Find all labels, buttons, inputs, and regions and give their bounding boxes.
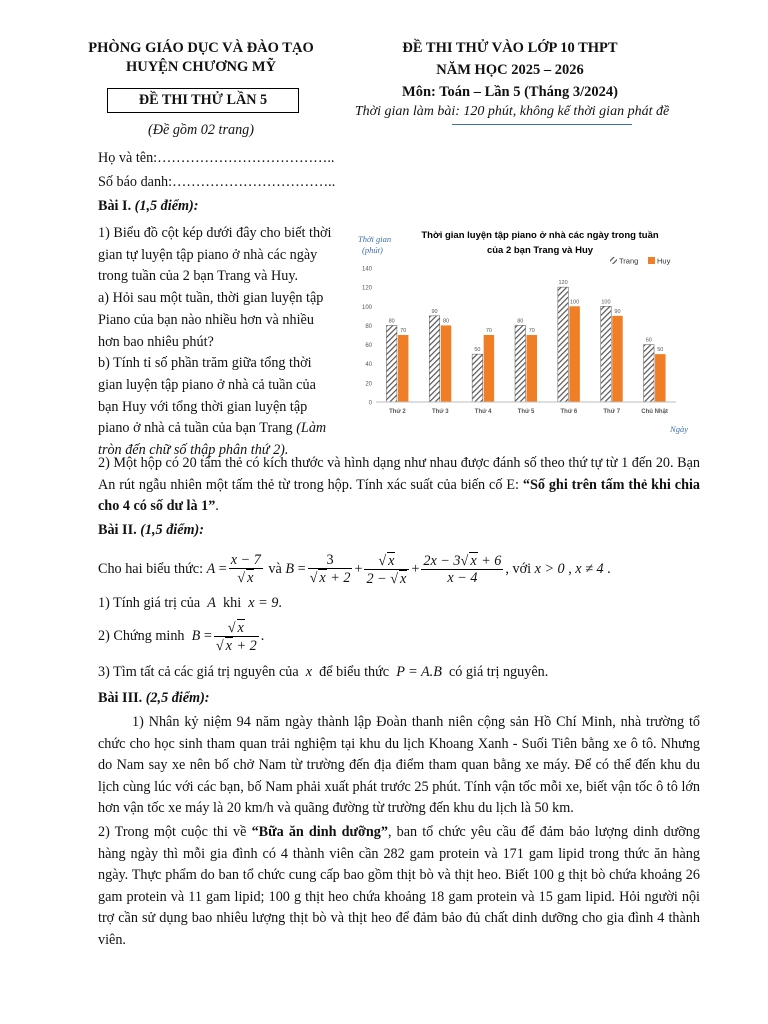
x-axis-ticks <box>389 409 668 415</box>
y-tick-label: 100 <box>361 304 372 311</box>
bai1-q1 <box>98 223 346 462</box>
chart-subtitle: của 2 bạn Trang và Huy <box>486 245 594 256</box>
legend-label: Trang <box>619 256 639 266</box>
bar-value-label: 90 <box>614 308 621 315</box>
bar-chart <box>354 222 694 436</box>
rounding-note-a: (Làm <box>296 420 327 437</box>
chart-title: Thời gian luyện tập piano ở nhà các ngày trong tuần <box>421 230 659 241</box>
rounding-note-b: tròn đến chữ số thập phân thứ 2). <box>98 442 289 459</box>
bar-value-label: 120 <box>558 280 568 287</box>
bar-trang <box>472 354 483 402</box>
fraction-b3: $\frac{2x - 3√ x + 6}{x - 4}$ <box>423 553 502 586</box>
bai1-q1-line: b) Tính tỉ số phần trăm giữa tổng thời <box>98 355 312 372</box>
y-tick-label: 120 <box>361 285 372 292</box>
x-tick-label: Thứ 7 <box>603 409 621 415</box>
bar-value-label: 70 <box>528 328 535 334</box>
y-axis-ticks <box>362 267 373 407</box>
bai1-q1-line: trong tuần của 2 bạn Trang và Huy. <box>98 268 299 285</box>
legend-label: Huy <box>657 256 671 266</box>
y-axis-label-1: Thời gian <box>358 234 392 244</box>
chart-legend <box>610 257 671 266</box>
bar-trang <box>601 306 612 402</box>
bar-trang <box>429 316 440 402</box>
bar-huy <box>655 354 666 402</box>
condition-2: x ≠ 4 <box>575 560 604 577</box>
bar-trang <box>644 345 655 402</box>
bar-huy <box>612 316 623 402</box>
candidate-name: Họ và tên:……………………………….. <box>98 150 335 166</box>
chart-bars <box>386 280 665 402</box>
bai1-title: Bài I. <box>98 198 132 214</box>
bai3-title: Bài III. <box>98 690 143 706</box>
bai3-q2: 2) Trong một cuộc thi về “Bữa ăn dinh dưỡng”, ban tổ chức yêu cầu để đảm bảo lượng dinh dưỡng hàng ngày thì mỗi gia đình có 4 thành viên cần 282 gam protein và 171 gam lipid trong thức ăn hàng ngày. Thực phẩm do ban tổ chức cung cấp bao gồm thịt bò và thịt heo. Biết 100 g thịt bò chứa khoảng 26 gam protein và 11 gam lipid; 100 g thịt heo chứa khoảng 18 gam protein và 15 gam lipid. Hỏi người nội trợ cần sử dụng bao nhiêu lượng thịt bò và thịt heo để đảm bảo đủ chất dinh dưỡng cho gia đình 4 thành viên. <box>98 824 700 948</box>
bar-value-label: 80 <box>388 318 395 325</box>
y-tick-label: 80 <box>365 323 372 330</box>
x-tick-label: Thứ 6 <box>560 409 578 415</box>
fraction-b2: $\frac{√ x}{2 - √ x}$ <box>364 552 409 587</box>
bar-value-label: 70 <box>485 328 492 334</box>
bar-huy <box>527 335 538 402</box>
x-tick-label: Thứ 4 <box>474 409 492 415</box>
subject-line: Môn: Toán – Lần 5 (Tháng 3/2024) <box>402 84 618 100</box>
bai3-heading <box>98 690 210 707</box>
bai1-q1-line: bạn Huy với tổng thời gian luyện tập <box>98 398 308 415</box>
bai1-q1-line-last: piano ở nhà cả tuần của bạn Trang (Làm <box>98 420 327 437</box>
bai1-q1-line: 1) Biểu đồ cột kép dưới đây cho biết thời <box>98 225 332 241</box>
y-tick-label: 0 <box>368 400 372 407</box>
bai1-points: (1,5 điểm): <box>134 198 199 214</box>
bar-huy <box>398 335 409 402</box>
bai2-q1: 1) Tính giá trị của A khi x = 9. <box>98 595 282 611</box>
bai2-q3: 3) Tìm tất cả các giá trị nguyên của x để biểu thức P = A.B có giá trị nguyên. <box>98 664 549 680</box>
bai3-q1: 1) Nhân kỷ niệm 94 năm ngày thành lập Đoàn thanh niên cộng sản Hồ Chí Minh, nhà trường tổ chức cho học sinh tham quan trải nghiệm tại khu du lịch Khoang Xanh - Suối Tiên bằng xe ô tô. Nhưng do Nam say xe nên bố chở Nam từ trường đến địa điểm tham quan bằng xe máy. Để có thể đến khu du lịch cùng lúc với các bạn, bố Nam phải xuất phát trước 25 phút. Tính vận tốc mỗi xe, biết vận tốc ô tô lớn hơn vận tốc xe máy là 20 km/h và quãng đường từ trường đến khu du lịch là 50 km. <box>98 714 700 817</box>
bar-trang <box>386 325 397 402</box>
bar-huy <box>484 335 495 402</box>
bar-trang <box>515 325 526 402</box>
y-tick-label: 20 <box>365 381 372 388</box>
x-axis-label: Ngày <box>670 424 688 434</box>
x-tick-label: Thứ 5 <box>517 409 535 415</box>
bar-value-label: 90 <box>431 308 438 315</box>
bai1-q1-line: Piano của bạn nào nhiều hơn và nhiều <box>98 311 314 328</box>
bai1-q1-line: hơn bao nhiêu phút? <box>98 333 214 350</box>
x-tick-label: Thứ 3 <box>431 409 449 415</box>
exam-number-box: ĐỀ THI THỬ LẦN 5 <box>107 88 299 113</box>
bai1-q1-line: a) Hỏi sau một tuần, thời gian luyện tập <box>98 290 324 307</box>
bai2-q2: 2) Chứng minh B = $\frac{√ x}{√ x + 2}$ . <box>98 619 265 654</box>
dept-name: PHÒNG GIÁO DỤC VÀ ĐÀO TẠO <box>88 40 314 56</box>
district-name: HUYỆN CHƯƠNG MỸ <box>125 59 277 75</box>
condition-1: x > 0 <box>534 560 565 577</box>
bai2-points: (1,5 điểm): <box>140 522 205 538</box>
pages-note: (Đề gồm 02 trang) <box>148 122 254 138</box>
bai2-title: Bài II. <box>98 522 137 538</box>
bar-value-label: 70 <box>400 328 407 334</box>
bai1-q1-line: gian tự luyện tập piano ở nhà các ngày <box>98 246 318 263</box>
bar-trang <box>558 287 569 402</box>
y-tick-label: 40 <box>365 362 372 369</box>
event-e: “Số ghi trên tấm thẻ khi chia cho 4 có số dư là 1” <box>98 476 700 515</box>
bar-value-label: 100 <box>570 299 580 306</box>
bar-huy <box>441 325 452 402</box>
x-tick-label: Chủ Nhật <box>641 409 668 415</box>
bai1-q1-line: gian luyện tập piano ở nhà cả tuần của <box>98 376 316 393</box>
contest-name: “Bữa ăn dinh dưỡng” <box>251 824 388 840</box>
bar-value-label: 50 <box>474 347 481 354</box>
fraction-b1: $\frac{3}{√ x + 2}$ <box>309 552 351 586</box>
bar-value-label: 60 <box>645 337 652 344</box>
candidate-number: Số báo danh:…………………………….. <box>98 174 336 190</box>
bai3-points: (2,5 điểm): <box>145 690 210 706</box>
bar-value-label: 80 <box>517 318 524 325</box>
y-tick-label: 60 <box>365 343 372 350</box>
fraction-a: $\frac{x - 7}{√ x}$ <box>230 552 261 586</box>
bai1-heading <box>98 198 199 215</box>
bai2-heading <box>98 522 204 539</box>
bar-huy <box>569 306 580 402</box>
bar-value-label: 80 <box>442 318 450 325</box>
y-tick-label: 140 <box>361 266 372 273</box>
bai1-q2: 2) Một hộp có 20 tấm thẻ có kích thước và hình dạng như nhau được đánh số theo thứ tự từ 1 đến 20. Bạn An rút ngẫu nhiên một tấm thẻ từ trong hộp. Tính xác suất của biến cố E: “Số ghi trên tấm thẻ khi chia cho 4 có số dư là 1”. <box>98 455 700 515</box>
time-line: Thời gian làm bài: 120 phút, không kể thời gian phát đề <box>354 104 670 119</box>
school-year: NĂM HỌC 2025 – 2026 <box>436 62 584 78</box>
header-underline <box>452 124 632 125</box>
exam-title: ĐỀ THI THỬ VÀO LỚP 10 THPT <box>402 40 618 56</box>
bar-value-label: 100 <box>601 299 611 306</box>
fraction-b-result: $\frac{√ x}{√ x + 2}$ <box>215 619 257 654</box>
bai2-expressions: Cho hai biểu thức: A = $\frac{x - 7}{√ x}$ và B = $\frac{3}{√ x + 2}$ + $\frac{√ x}{2 - √ x}$ + $\frac{2x - 3√ x + 6}{x - 4}$ , với x > 0 , x ≠ 4 . <box>98 552 611 587</box>
legend-swatch-trang <box>610 257 617 264</box>
legend-swatch-huy <box>648 257 655 264</box>
x-tick-label: Thứ 2 <box>389 409 406 415</box>
y-axis-label-2: (phút) <box>362 245 383 255</box>
bar-value-label: 50 <box>657 347 664 354</box>
